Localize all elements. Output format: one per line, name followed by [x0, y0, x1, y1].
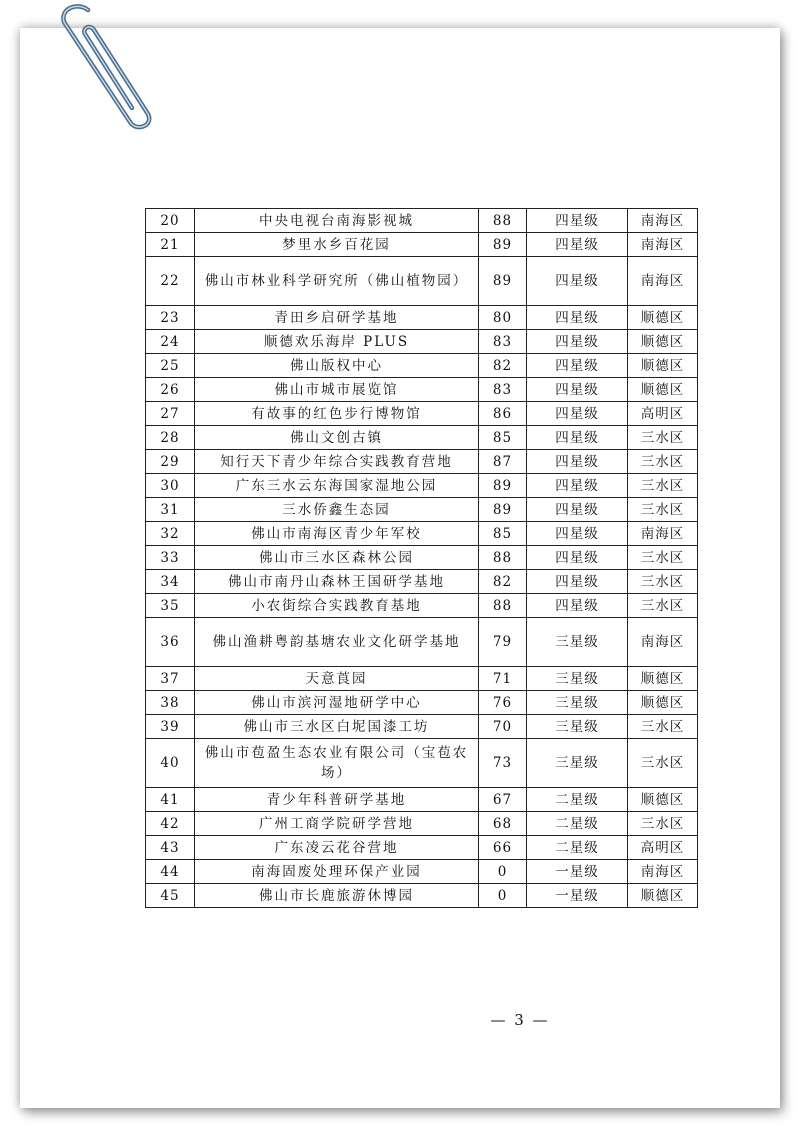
- row-number-cell: 31: [146, 498, 195, 522]
- score-cell: 0: [479, 884, 527, 908]
- row-number-cell: 34: [146, 570, 195, 594]
- base-name-cell: 佛山市苞盈生态农业有限公司（宝苞农场）: [195, 739, 479, 788]
- district-cell: 顺德区: [628, 691, 698, 715]
- base-name-cell: 小农街综合实践教育基地: [195, 594, 479, 618]
- base-name-cell: 知行天下青少年综合实践教育营地: [195, 450, 479, 474]
- district-cell: 顺德区: [628, 884, 698, 908]
- score-cell: 87: [479, 450, 527, 474]
- base-name-cell: 佛山文创古镇: [195, 426, 479, 450]
- base-list-table: [145, 208, 698, 908]
- row-number-cell: 20: [146, 209, 195, 233]
- row-number-cell: 43: [146, 836, 195, 860]
- star-level-cell: 二星级: [527, 836, 628, 860]
- row-number-cell: 42: [146, 812, 195, 836]
- star-level-cell: 三星级: [527, 739, 628, 788]
- score-cell: 82: [479, 570, 527, 594]
- score-cell: 83: [479, 378, 527, 402]
- table-row: [146, 450, 698, 474]
- row-number-cell: 41: [146, 788, 195, 812]
- star-level-cell: 四星级: [527, 402, 628, 426]
- table-row: [146, 209, 698, 233]
- table-row: [146, 860, 698, 884]
- star-level-cell: 四星级: [527, 306, 628, 330]
- score-cell: 85: [479, 426, 527, 450]
- document-page: [20, 28, 780, 1108]
- table-row: [146, 884, 698, 908]
- star-level-cell: 四星级: [527, 378, 628, 402]
- star-level-cell: 二星级: [527, 788, 628, 812]
- score-cell: 89: [479, 498, 527, 522]
- base-name-cell: 佛山市滨河湿地研学中心: [195, 691, 479, 715]
- district-cell: 三水区: [628, 812, 698, 836]
- table-row: [146, 546, 698, 570]
- score-cell: 70: [479, 715, 527, 739]
- score-cell: 0: [479, 860, 527, 884]
- base-name-cell: 天意莨园: [195, 667, 479, 691]
- star-level-cell: 一星级: [527, 884, 628, 908]
- district-cell: 顺德区: [628, 354, 698, 378]
- base-name-cell: 佛山市长鹿旅游休博园: [195, 884, 479, 908]
- page-number: — 3 —: [490, 1011, 550, 1029]
- district-cell: 顺德区: [628, 788, 698, 812]
- base-name-cell: 青少年科普研学基地: [195, 788, 479, 812]
- district-cell: 三水区: [628, 426, 698, 450]
- table-body: [146, 209, 698, 908]
- table-row: [146, 667, 698, 691]
- base-name-cell: 青田乡启研学基地: [195, 306, 479, 330]
- star-level-cell: 四星级: [527, 498, 628, 522]
- score-cell: 88: [479, 594, 527, 618]
- row-number-cell: 22: [146, 257, 195, 306]
- district-cell: 三水区: [628, 546, 698, 570]
- star-level-cell: 三星级: [527, 667, 628, 691]
- star-level-cell: 四星级: [527, 426, 628, 450]
- row-number-cell: 36: [146, 618, 195, 667]
- base-name-cell: 广州工商学院研学营地: [195, 812, 479, 836]
- row-number-cell: 40: [146, 739, 195, 788]
- score-cell: 82: [479, 354, 527, 378]
- score-cell: 89: [479, 257, 527, 306]
- district-cell: 三水区: [628, 715, 698, 739]
- row-number-cell: 44: [146, 860, 195, 884]
- star-level-cell: 四星级: [527, 450, 628, 474]
- score-cell: 89: [479, 474, 527, 498]
- star-level-cell: 四星级: [527, 233, 628, 257]
- district-cell: 三水区: [628, 450, 698, 474]
- star-level-cell: 四星级: [527, 570, 628, 594]
- score-cell: 67: [479, 788, 527, 812]
- row-number-cell: 30: [146, 474, 195, 498]
- star-level-cell: 四星级: [527, 594, 628, 618]
- score-cell: 83: [479, 330, 527, 354]
- base-name-cell: 佛山版权中心: [195, 354, 479, 378]
- base-name-cell: 梦里水乡百花园: [195, 233, 479, 257]
- district-cell: 高明区: [628, 402, 698, 426]
- base-name-cell: 有故事的红色步行博物馆: [195, 402, 479, 426]
- score-cell: 80: [479, 306, 527, 330]
- score-cell: 88: [479, 546, 527, 570]
- district-cell: 南海区: [628, 618, 698, 667]
- district-cell: 顺德区: [628, 667, 698, 691]
- district-cell: 顺德区: [628, 306, 698, 330]
- star-level-cell: 三星级: [527, 691, 628, 715]
- table-row: [146, 618, 698, 667]
- row-number-cell: 28: [146, 426, 195, 450]
- star-level-cell: 四星级: [527, 546, 628, 570]
- star-level-cell: 三星级: [527, 715, 628, 739]
- row-number-cell: 37: [146, 667, 195, 691]
- table-row: [146, 330, 698, 354]
- table-row: [146, 426, 698, 450]
- district-cell: 顺德区: [628, 330, 698, 354]
- row-number-cell: 29: [146, 450, 195, 474]
- base-name-cell: 广东三水云东海国家湿地公园: [195, 474, 479, 498]
- base-name-cell: 南海固废处理环保产业园: [195, 860, 479, 884]
- base-name-cell: 中央电视台南海影视城: [195, 209, 479, 233]
- score-cell: 76: [479, 691, 527, 715]
- row-number-cell: 23: [146, 306, 195, 330]
- star-level-cell: 四星级: [527, 330, 628, 354]
- row-number-cell: 32: [146, 522, 195, 546]
- base-name-cell: 三水侨鑫生态园: [195, 498, 479, 522]
- score-cell: 88: [479, 209, 527, 233]
- table-row: [146, 836, 698, 860]
- score-cell: 66: [479, 836, 527, 860]
- row-number-cell: 25: [146, 354, 195, 378]
- score-cell: 73: [479, 739, 527, 788]
- table-row: [146, 812, 698, 836]
- row-number-cell: 26: [146, 378, 195, 402]
- score-cell: 86: [479, 402, 527, 426]
- table-row: [146, 498, 698, 522]
- star-level-cell: 二星级: [527, 812, 628, 836]
- score-cell: 68: [479, 812, 527, 836]
- star-level-cell: 四星级: [527, 522, 628, 546]
- row-number-cell: 38: [146, 691, 195, 715]
- star-level-cell: 四星级: [527, 209, 628, 233]
- district-cell: 南海区: [628, 233, 698, 257]
- star-level-cell: 三星级: [527, 618, 628, 667]
- district-cell: 南海区: [628, 860, 698, 884]
- table-row: [146, 257, 698, 306]
- district-cell: 高明区: [628, 836, 698, 860]
- base-name-cell: 佛山市南海区青少年军校: [195, 522, 479, 546]
- star-level-cell: 一星级: [527, 860, 628, 884]
- base-name-cell: 佛山市南丹山森林王国研学基地: [195, 570, 479, 594]
- table-row: [146, 691, 698, 715]
- base-name-cell: 佛山市三水区白坭国漆工坊: [195, 715, 479, 739]
- row-number-cell: 33: [146, 546, 195, 570]
- table-row: [146, 402, 698, 426]
- base-name-cell: 广东凌云花谷营地: [195, 836, 479, 860]
- table-row: [146, 715, 698, 739]
- district-cell: 三水区: [628, 474, 698, 498]
- district-cell: 三水区: [628, 594, 698, 618]
- row-number-cell: 21: [146, 233, 195, 257]
- district-cell: 三水区: [628, 498, 698, 522]
- district-cell: 三水区: [628, 570, 698, 594]
- district-cell: 南海区: [628, 257, 698, 306]
- district-cell: 南海区: [628, 209, 698, 233]
- star-level-cell: 四星级: [527, 354, 628, 378]
- base-name-cell: 顺德欢乐海岸 PLUS: [195, 330, 479, 354]
- score-cell: 89: [479, 233, 527, 257]
- district-cell: 顺德区: [628, 378, 698, 402]
- star-level-cell: 四星级: [527, 257, 628, 306]
- score-cell: 79: [479, 618, 527, 667]
- row-number-cell: 39: [146, 715, 195, 739]
- base-name-cell: 佛山市林业科学研究所（佛山植物园）: [195, 257, 479, 306]
- table-row: [146, 306, 698, 330]
- base-name-cell: 佛山渔耕粤韵基塘农业文化研学基地: [195, 618, 479, 667]
- district-cell: 南海区: [628, 522, 698, 546]
- row-number-cell: 35: [146, 594, 195, 618]
- base-name-cell: 佛山市三水区森林公园: [195, 546, 479, 570]
- row-number-cell: 24: [146, 330, 195, 354]
- row-number-cell: 27: [146, 402, 195, 426]
- table-row: [146, 474, 698, 498]
- table-row: [146, 570, 698, 594]
- score-cell: 71: [479, 667, 527, 691]
- district-cell: 三水区: [628, 739, 698, 788]
- table-row: [146, 739, 698, 788]
- star-level-cell: 四星级: [527, 474, 628, 498]
- table-row: [146, 788, 698, 812]
- table-row: [146, 594, 698, 618]
- row-number-cell: 45: [146, 884, 195, 908]
- score-cell: 85: [479, 522, 527, 546]
- table-row: [146, 378, 698, 402]
- table-row: [146, 233, 698, 257]
- paperclip-icon: [38, 0, 158, 140]
- base-name-cell: 佛山市城市展览馆: [195, 378, 479, 402]
- table-row: [146, 522, 698, 546]
- table-row: [146, 354, 698, 378]
